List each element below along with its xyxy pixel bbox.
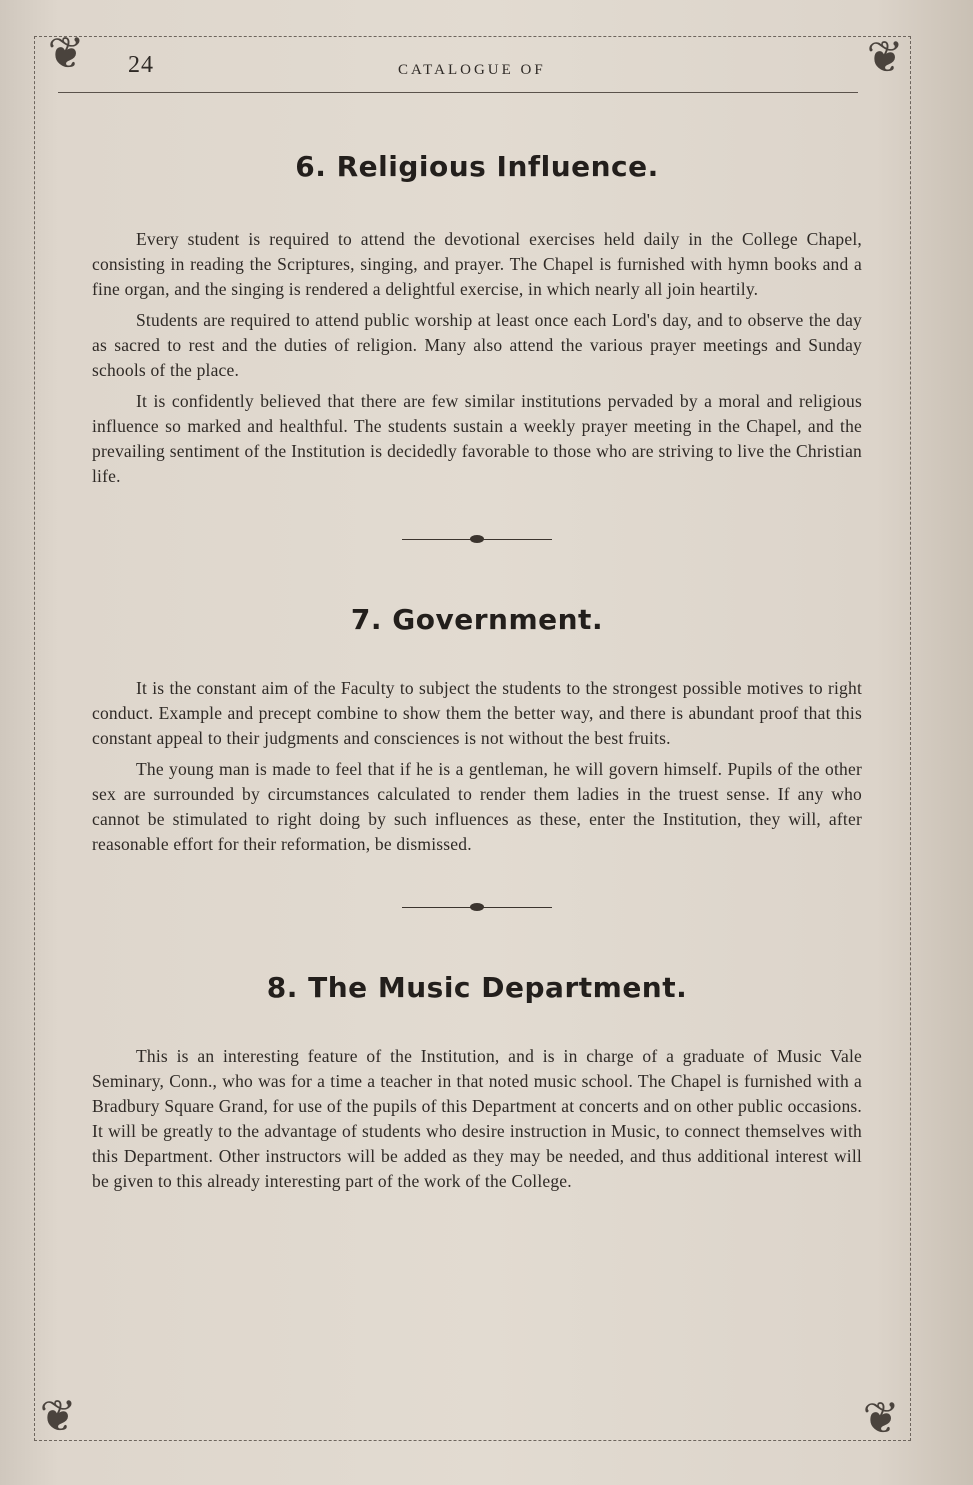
corner-ornament-icon: ❦	[866, 33, 904, 82]
page-header	[58, 48, 858, 93]
corner-ornament-icon: ❦	[47, 29, 85, 78]
divider-ornament-icon	[402, 533, 552, 545]
section-title: 6. Religious Influence.	[295, 150, 659, 183]
paragraph: Students are required to attend public worship at least once each Lord's day, and to observe the day as sacred to rest and the duties of religion. Many also attend the various prayer meetings and Sunday schools of the place.	[92, 310, 862, 380]
section-title: 7. Government.	[350, 603, 604, 636]
section-title: 8. The Music Department.	[266, 971, 688, 1004]
paragraph: Every student is required to attend the devotional exercises held daily in the College Chapel, consisting in reading the Scriptures, singing, and prayer. The Chapel is furnished with hymn books and a fine organ, and the singing is rendered a delightful exercise, in which nearly all join heartily.	[92, 229, 862, 299]
paragraph: It is the constant aim of the Faculty to subject the students to the strongest possible motives to right conduct. Example and precept combine to show them the better way, and there is abundant proof that this constant appeal to their judgments and consciences is not without the best fruits.	[92, 678, 862, 748]
corner-ornament-icon: ❦	[39, 1392, 77, 1441]
running-head: CATALOGUE OF	[398, 62, 546, 78]
divider-ornament-icon	[402, 901, 552, 913]
paragraph: This is an interesting feature of the Institution, and is in charge of a graduate of Music Vale Seminary, Conn., who was for a time a teacher in that noted music school. The Chapel is furnished with a Bradbury Square Grand, for use of the pupils of this Department at concerts and on other public occasions. It will be greatly to the advantage of students who desire instruction in Music, to connect themselves with this Department. Other instructors will be added as they may be needed, and thus additional interest will be given to this already interesting part of the work of the College.	[92, 1046, 862, 1191]
page-content	[92, 150, 862, 1194]
paragraph: It is confidently believed that there are few similar institutions pervaded by a moral and religious influence so marked and healthful. The students sustain a weekly prayer meeting in the Chapel, and the prevailing sentiment of the Institution is decidedly favorable to those who are striving to live the Christian life.	[92, 391, 862, 486]
paragraph: The young man is made to feel that if he is a gentleman, he will govern himself. Pupils of the other sex are surrounded by circumstances calculated to render them ladies in the truest sense. If any who cannot be stimulated to right doing by such influences as these, enter the Institution, they will, after reasonable effort for their reformation, be dismissed.	[92, 759, 862, 854]
corner-ornament-icon: ❦	[862, 1394, 900, 1443]
page-number: 24	[128, 52, 154, 78]
